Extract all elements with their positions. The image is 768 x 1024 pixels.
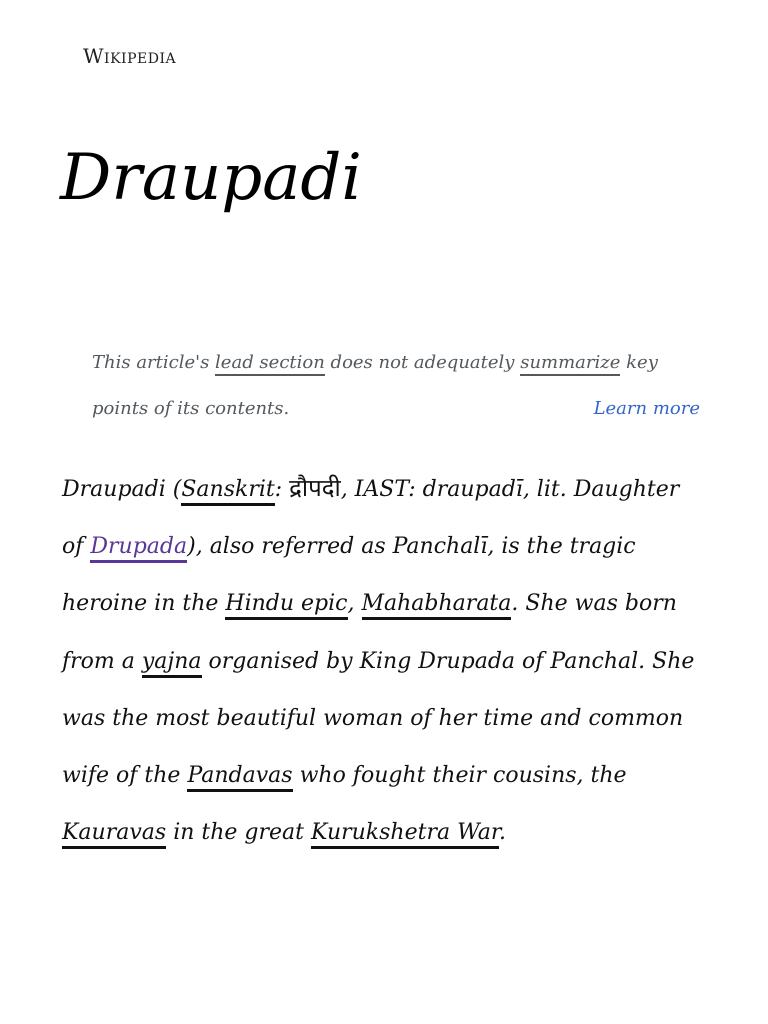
wikipedia-logo[interactable]: Wikipedia xyxy=(83,44,177,68)
lead-text: in the great xyxy=(166,820,311,846)
lead-text: ), also referred as Panchalī, is the tragic heroine in the xyxy=(62,534,636,617)
lead-text: who fought their cousins, the xyxy=(292,763,627,789)
lead-text: . She was born from a xyxy=(62,591,677,674)
summarize-link[interactable]: summarize xyxy=(520,352,620,376)
page-title: Draupadi xyxy=(60,141,362,215)
devanagari-name: द्रौपदी xyxy=(289,474,341,502)
notice-text: key points of its contents. xyxy=(92,352,658,419)
lead-section-link[interactable]: lead section xyxy=(215,352,325,376)
lead-text: : xyxy=(274,477,290,502)
mahabharata-link[interactable]: Mahabharata xyxy=(362,591,512,620)
lead-text: , xyxy=(347,591,362,617)
yajna-link[interactable]: yajna xyxy=(142,649,202,678)
kauravas-link[interactable]: Kauravas xyxy=(62,820,166,849)
sanskrit-link[interactable]: Sanskrit xyxy=(181,477,274,506)
lead-text: , IAST: draupadī, lit. Daughter of xyxy=(62,477,680,560)
lead-section-notice xyxy=(92,340,700,432)
hindu-epic-link[interactable]: Hindu epic xyxy=(225,591,347,620)
pandavas-link[interactable]: Pandavas xyxy=(187,763,292,792)
lead-text: . xyxy=(499,820,506,846)
lead-text: Draupadi ( xyxy=(62,477,182,502)
notice-text: does not adequately xyxy=(324,352,521,373)
lead-paragraph xyxy=(62,460,707,861)
learn-more-link[interactable]: Learn more xyxy=(593,398,700,419)
drupada-link[interactable]: Drupada xyxy=(90,534,187,563)
lead-text: organised by King Drupada of Panchal. She was the most beautiful woman of her time and common wife of the xyxy=(62,648,695,789)
notice-text: This article's xyxy=(92,352,216,373)
kurukshetra-war-link[interactable]: Kurukshetra War xyxy=(311,820,499,849)
